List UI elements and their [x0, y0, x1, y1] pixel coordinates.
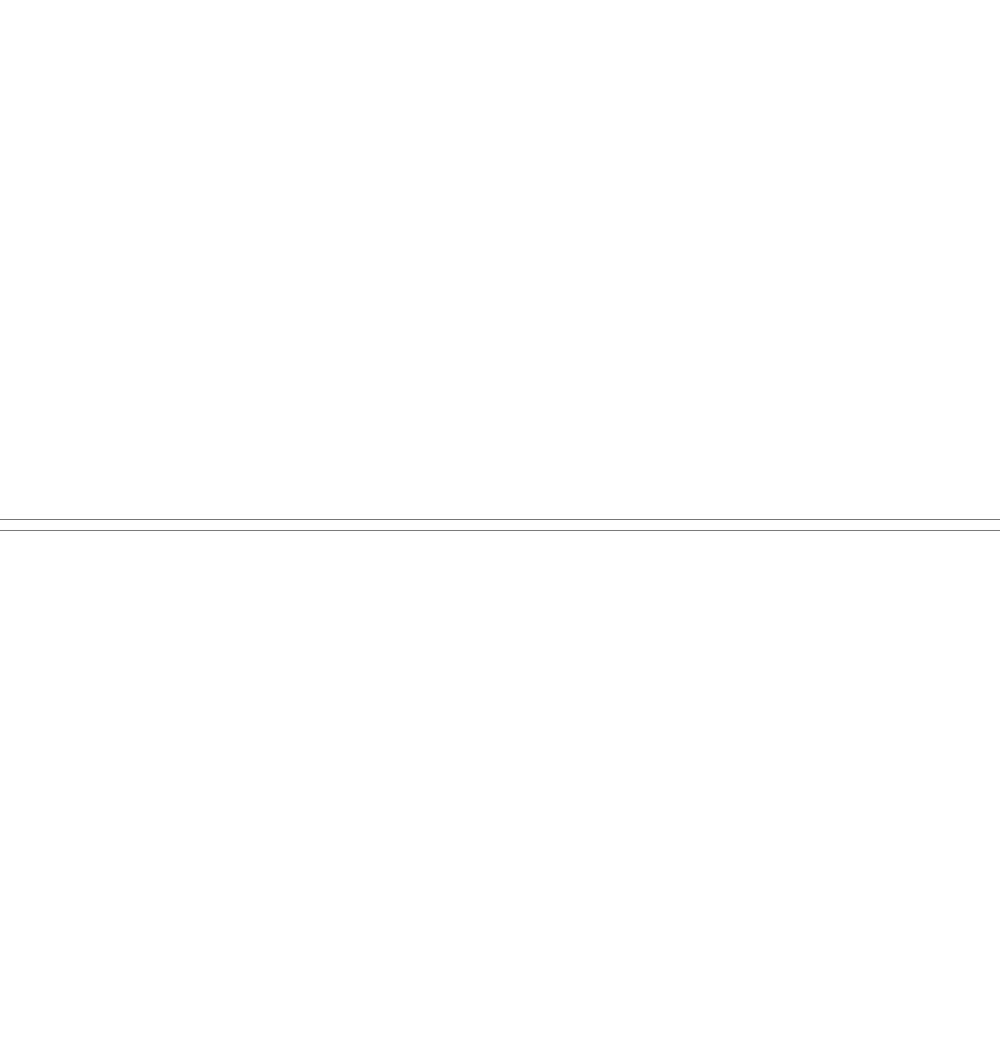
row-divider: [0, 519, 1000, 531]
notices-row-top: [0, 2, 1000, 510]
notices-row-bottom: [0, 538, 1000, 1046]
